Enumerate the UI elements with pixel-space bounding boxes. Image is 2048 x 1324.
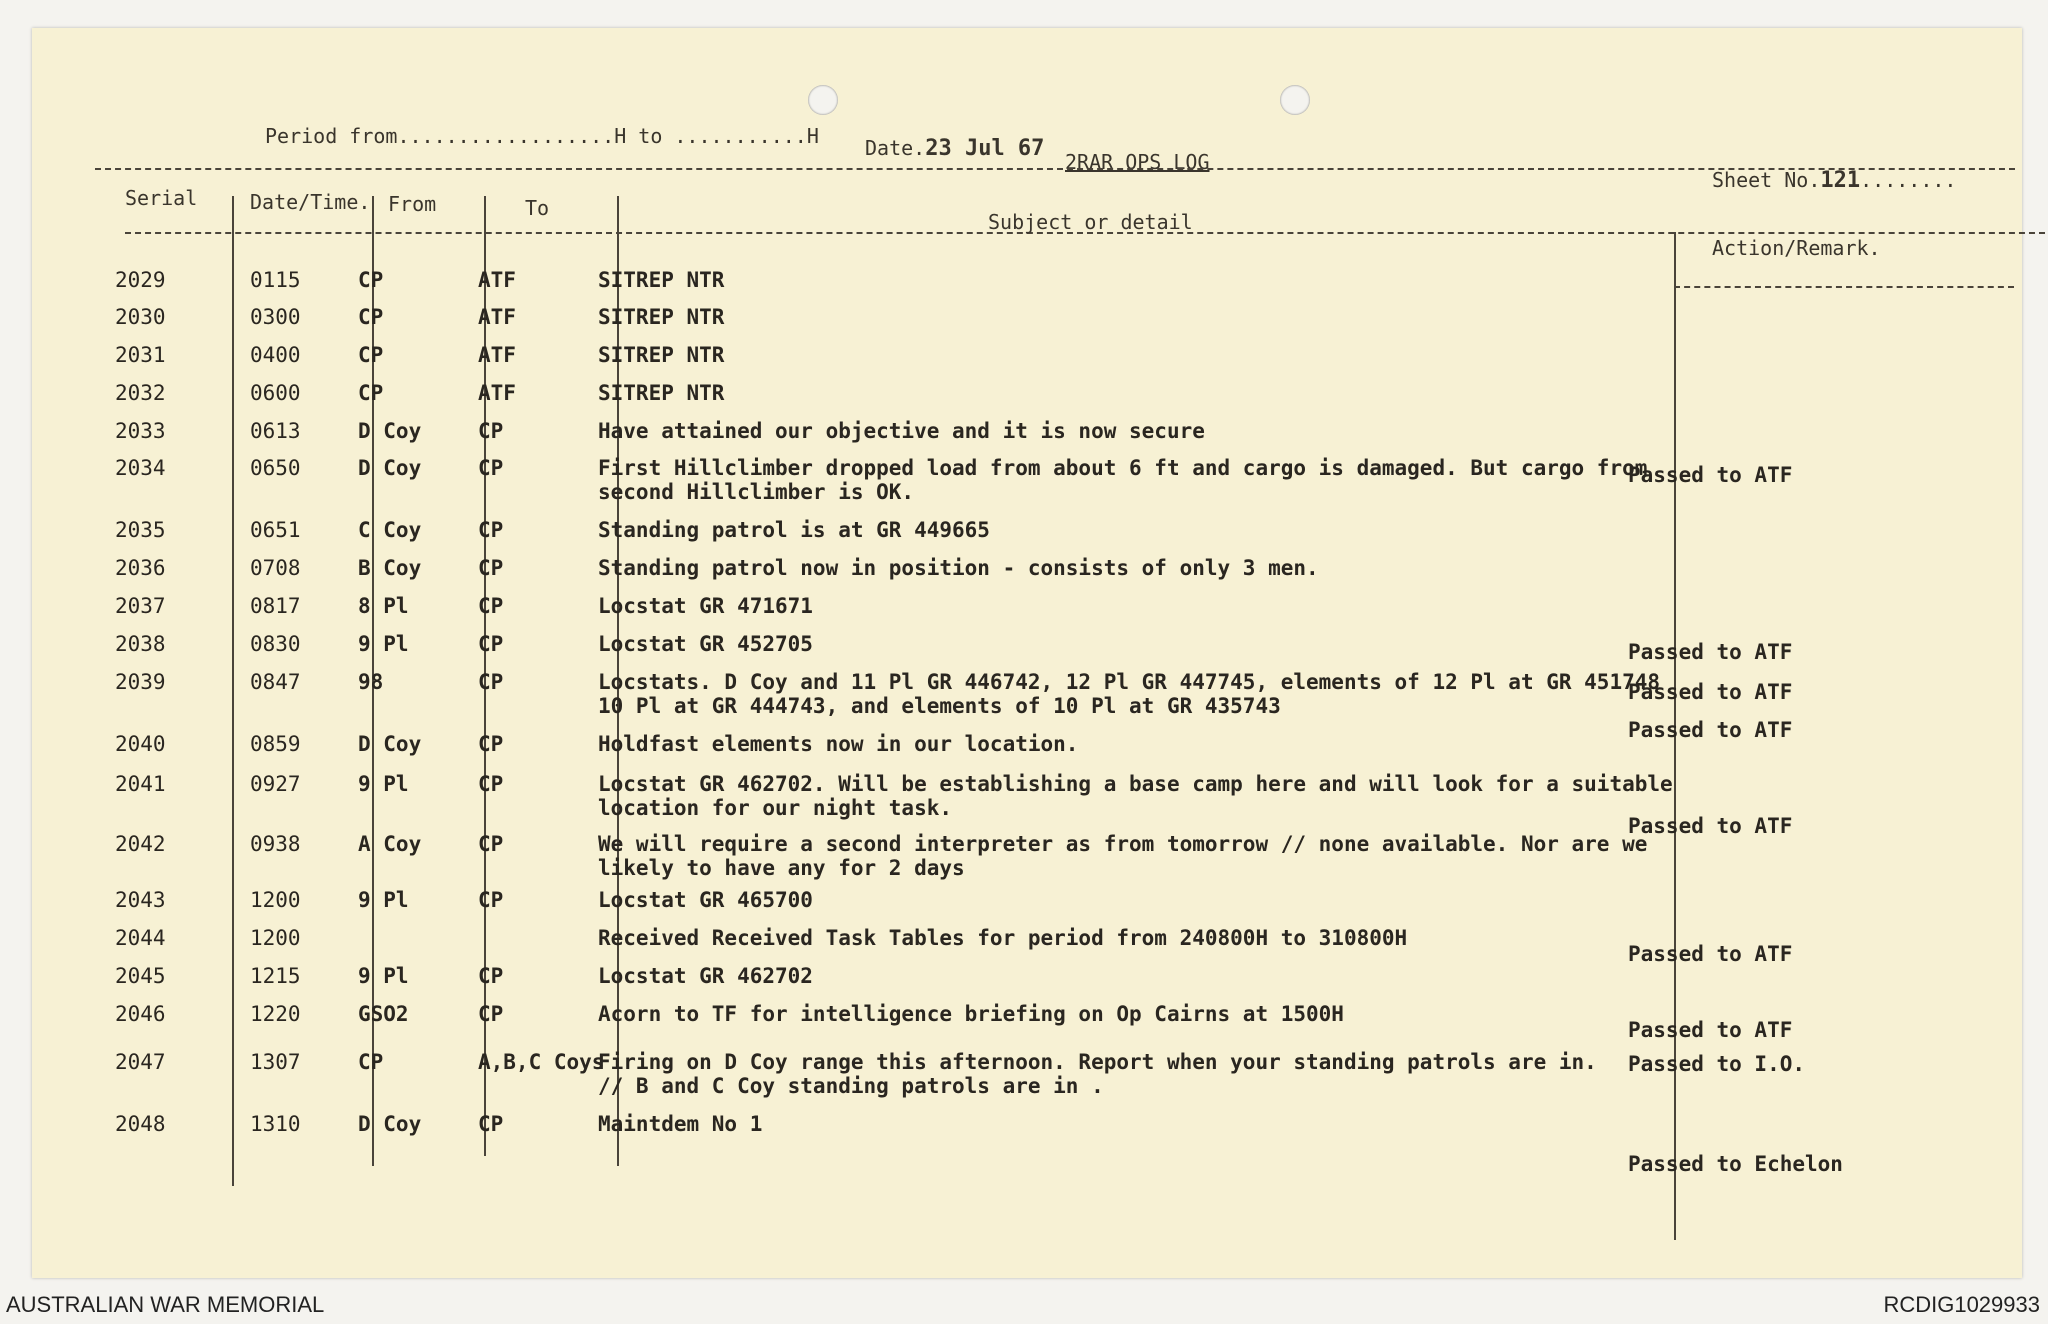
table-row — [0, 772, 2048, 838]
subject-cell — [598, 772, 1673, 820]
from-cell: C Coy — [358, 518, 422, 542]
to-cell: CP — [478, 456, 504, 480]
table-row — [0, 594, 2048, 624]
subject-line: Have attained our objective and it is now secure — [598, 419, 1205, 443]
table-row — [0, 1112, 2048, 1176]
subject-line-2: location for our night task. — [598, 796, 953, 820]
subject-line-2: likely to have any for 2 days — [598, 856, 965, 880]
subject-cell — [598, 1112, 762, 1136]
table-row — [0, 964, 2048, 994]
subject-cell — [598, 1002, 1344, 1026]
period-field: Period from..................H to ...........H — [265, 124, 819, 148]
subject-cell — [598, 594, 813, 618]
time-cell: 0651 — [250, 518, 301, 542]
log-title: 2RAR OPS LOG — [1065, 150, 1210, 174]
time-cell: 0830 — [250, 632, 301, 656]
table-row — [0, 419, 2048, 449]
serial-cell: 2041 — [115, 772, 166, 796]
time-cell: 0938 — [250, 832, 301, 856]
column-serial: Serial — [125, 186, 198, 210]
table-row — [0, 305, 2048, 335]
to-cell: ATF — [478, 268, 516, 292]
to-cell: CP — [478, 670, 504, 694]
table-row — [0, 1050, 2048, 1098]
serial-cell: 2044 — [115, 926, 166, 950]
time-cell: 1200 — [250, 888, 301, 912]
subject-cell — [598, 381, 724, 405]
time-cell: 0927 — [250, 772, 301, 796]
column-datetime: Date/Time. — [250, 190, 371, 214]
subject-line-2: // B and C Coy standing patrols are in . — [598, 1074, 1104, 1098]
serial-cell: 2036 — [115, 556, 166, 580]
serial-cell: 2033 — [115, 419, 166, 443]
serial-cell: 2047 — [115, 1050, 166, 1074]
subject-line: Locstat GR 452705 — [598, 632, 813, 656]
subject-line: Locstat GR 465700 — [598, 888, 813, 912]
subject-cell — [598, 305, 724, 329]
table-row — [0, 268, 2048, 298]
subject-line: Firing on D Coy range this afternoon. Report when your standing patrols are in. — [598, 1050, 1597, 1074]
subject-cell — [598, 419, 1205, 443]
subject-line: Acorn to TF for intelligence briefing on Op Cairns at 1500H — [598, 1002, 1344, 1026]
action-cell: Passed to Echelon — [1628, 1152, 1843, 1176]
serial-cell: 2037 — [115, 594, 166, 618]
serial-cell: 2046 — [115, 1002, 166, 1026]
date-value: 23 Jul 67 — [925, 136, 1045, 161]
action-cell: Passed to ATF — [1628, 463, 1793, 487]
subject-cell — [598, 888, 813, 912]
to-cell: CP — [478, 832, 504, 856]
action-cell: Passed to I.O. — [1628, 1052, 1806, 1076]
time-cell: 1200 — [250, 926, 301, 950]
time-cell: 0650 — [250, 456, 301, 480]
subject-line: SITREP NTR — [598, 268, 725, 292]
table-row — [0, 381, 2048, 411]
time-cell: 0115 — [250, 268, 301, 292]
from-cell: CP — [358, 268, 384, 292]
subject-line: SITREP NTR — [598, 381, 725, 405]
to-cell: CP — [478, 518, 504, 542]
table-row — [0, 718, 2048, 762]
subject-cell — [598, 632, 813, 656]
subject-line: Standing patrol is at GR 449665 — [598, 518, 990, 542]
time-cell: 1220 — [250, 1002, 301, 1026]
column-subject: Subject or detail — [988, 210, 1193, 234]
from-cell: D Coy — [358, 1112, 422, 1136]
time-cell: 0859 — [250, 732, 301, 756]
table-row — [0, 832, 2048, 880]
subject-cell — [598, 268, 724, 292]
from-cell: 9 Pl — [358, 632, 409, 656]
subject-cell — [598, 832, 1647, 880]
subject-line-2: 10 Pl at GR 444743, and elements of 10 Pl at GR 435743 — [598, 694, 1281, 718]
serial-cell: 2032 — [115, 381, 166, 405]
subject-line: SITREP NTR — [598, 343, 725, 367]
time-cell: 0600 — [250, 381, 301, 405]
sheet-dots: ........ — [1860, 168, 1957, 192]
from-cell: B Coy — [358, 556, 422, 580]
date-field — [865, 136, 1044, 161]
from-cell: 9 Pl — [358, 888, 409, 912]
to-cell: CP — [478, 632, 504, 656]
subject-cell — [598, 343, 724, 367]
to-cell: CP — [478, 964, 504, 988]
header-top-rule — [95, 168, 2015, 170]
from-cell: GSO2 — [358, 1002, 409, 1026]
to-cell: CP — [478, 1112, 504, 1136]
serial-cell: 2042 — [115, 832, 166, 856]
from-cell: D Coy — [358, 419, 422, 443]
footer-left: AUSTRALIAN WAR MEMORIAL — [6, 1292, 325, 1317]
serial-cell: 2034 — [115, 456, 166, 480]
punch-hole-left — [808, 85, 838, 115]
column-to: To — [525, 196, 550, 220]
sheet-number-field — [1712, 168, 1956, 193]
column-from: From — [388, 192, 437, 216]
from-cell: CP — [358, 381, 384, 405]
table-row — [0, 670, 2048, 718]
to-cell: CP — [478, 556, 504, 580]
punch-hole-right — [1280, 85, 1310, 115]
subject-line: Locstat GR 462702. Will be establishing a base camp here and will look for a suitable — [598, 772, 1673, 796]
from-cell: CP — [358, 343, 384, 367]
subject-cell — [598, 926, 1407, 950]
to-cell: ATF — [478, 381, 516, 405]
action-cell: Passed to ATF — [1628, 640, 1793, 664]
table-row — [0, 518, 2048, 548]
to-cell: CP — [478, 772, 504, 796]
serial-cell: 2045 — [115, 964, 166, 988]
table-row — [0, 632, 2048, 662]
from-cell: 9 Pl — [358, 772, 409, 796]
footer-right: RCDIG1029933 — [1883, 1292, 2040, 1317]
time-cell: 0613 — [250, 419, 301, 443]
subject-cell — [598, 556, 1319, 580]
serial-cell: 2043 — [115, 888, 166, 912]
time-cell: 1310 — [250, 1112, 301, 1136]
time-cell: 1215 — [250, 964, 301, 988]
subject-line: First Hillclimber dropped load from about 6 ft and cargo is damaged. But cargo from — [598, 456, 1648, 480]
action-cell: Passed to ATF — [1628, 1018, 1793, 1042]
serial-cell: 2038 — [115, 632, 166, 656]
action-cell: Passed to ATF — [1628, 942, 1793, 966]
subject-cell — [598, 964, 813, 988]
serial-cell: 2035 — [115, 518, 166, 542]
sheet-label: Sheet No. — [1712, 168, 1821, 192]
to-cell: ATF — [478, 343, 516, 367]
to-cell: CP — [478, 888, 504, 912]
action-cell: Passed to ATF — [1628, 814, 1793, 838]
subject-line-2: second Hillclimber is OK. — [598, 480, 915, 504]
subject-line: Holdfast elements now in our location. — [598, 732, 1079, 756]
subject-line: Maintdem No 1 — [598, 1112, 763, 1136]
action-cell: Passed to ATF — [1628, 718, 1793, 742]
time-cell: 0847 — [250, 670, 301, 694]
column-action: Action/Remark. — [1712, 236, 1881, 260]
to-cell: CP — [478, 732, 504, 756]
table-row — [0, 926, 2048, 966]
serial-cell: 2029 — [115, 268, 166, 292]
sheet-number: 121 — [1820, 168, 1861, 193]
subject-line: We will require a second interpreter as from tomorrow // none available. Nor are we — [598, 832, 1648, 856]
serial-cell: 2040 — [115, 732, 166, 756]
subject-line: Locstat GR 462702 — [598, 964, 813, 988]
subject-line: Locstats. D Coy and 11 Pl GR 446742, 12 Pl GR 447745, elements of 12 Pl at GR 451748 — [598, 670, 1661, 694]
serial-cell: 2030 — [115, 305, 166, 329]
subject-line: SITREP NTR — [598, 305, 725, 329]
table-row — [0, 1002, 2048, 1042]
from-cell: 9 Pl — [358, 964, 409, 988]
to-cell: ATF — [478, 305, 516, 329]
subject-cell — [598, 732, 1078, 756]
subject-line: Standing patrol now in position - consists of only 3 men. — [598, 556, 1319, 580]
subject-line: Locstat GR 471671 — [598, 594, 813, 618]
from-cell: CP — [358, 1050, 384, 1074]
from-cell: CP — [358, 305, 384, 329]
to-cell: CP — [478, 419, 504, 443]
from-cell: 98 — [358, 670, 384, 694]
from-cell: D Coy — [358, 732, 422, 756]
table-row — [0, 456, 2048, 504]
subject-line: Received Received Task Tables for period from 240800H to 310800H — [598, 926, 1408, 950]
subject-cell — [598, 670, 1660, 718]
time-cell: 0300 — [250, 305, 301, 329]
time-cell: 1307 — [250, 1050, 301, 1074]
from-cell: A Coy — [358, 832, 422, 856]
to-cell: CP — [478, 594, 504, 618]
to-cell: A,B,C Coys — [478, 1050, 605, 1074]
subject-cell — [598, 456, 1647, 504]
table-row — [0, 888, 2048, 918]
table-row — [0, 343, 2048, 373]
serial-cell: 2031 — [115, 343, 166, 367]
to-cell: CP — [478, 1002, 504, 1026]
from-cell: 8 Pl — [358, 594, 409, 618]
time-cell: 0708 — [250, 556, 301, 580]
subject-cell — [598, 1050, 1597, 1098]
table-row — [0, 556, 2048, 586]
subject-cell — [598, 518, 990, 542]
serial-cell: 2039 — [115, 670, 166, 694]
action-cell: Passed to ATF — [1628, 680, 1793, 704]
from-cell: D Coy — [358, 456, 422, 480]
time-cell: 0817 — [250, 594, 301, 618]
serial-cell: 2048 — [115, 1112, 166, 1136]
date-label: Date. — [865, 136, 926, 160]
time-cell: 0400 — [250, 343, 301, 367]
